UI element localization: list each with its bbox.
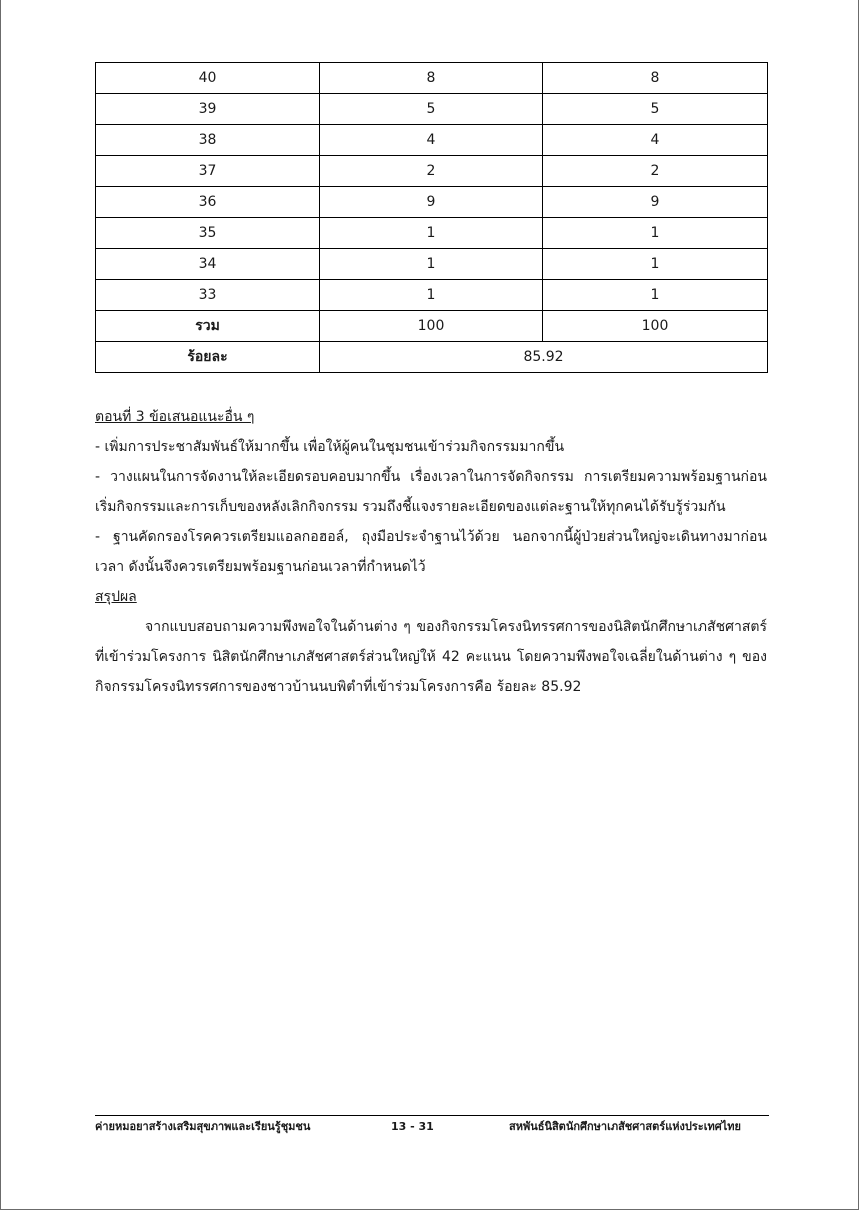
- table-cell-count: 1: [543, 280, 768, 311]
- total-value: 100: [543, 311, 768, 342]
- table-cell-count: 4: [320, 125, 543, 156]
- score-table-body: [96, 63, 768, 373]
- summary-heading: สรุปผล: [95, 589, 137, 605]
- table-cell-count: 5: [543, 94, 768, 125]
- table-cell-score: 34: [96, 249, 320, 280]
- table-row: [96, 156, 768, 187]
- percent-label: ร้อยละ: [96, 342, 320, 373]
- table-percent-row: [96, 342, 768, 373]
- table-cell-score: 40: [96, 63, 320, 94]
- table-cell-count: 2: [543, 156, 768, 187]
- table-cell-count: 1: [320, 249, 543, 280]
- table-cell-count: 1: [320, 218, 543, 249]
- total-value: 100: [320, 311, 543, 342]
- table-row: [96, 218, 768, 249]
- footer-divider: [95, 1115, 769, 1116]
- table-row: [96, 280, 768, 311]
- table-cell-score: 36: [96, 187, 320, 218]
- table-cell-score: 35: [96, 218, 320, 249]
- suggestion-item: - เพิ่มการประชาสัมพันธ์ให้มากขึ้น เพื่อให้ผู้คนในชุมชนเข้าร่วมกิจกรรมมากขึ้น: [95, 439, 565, 455]
- table-row: [96, 187, 768, 218]
- table-cell-count: 1: [320, 280, 543, 311]
- table-row: [96, 94, 768, 125]
- total-label: รวม: [96, 311, 320, 342]
- suggestion-item: - วางแผนในการจัดงานให้ละเอียดรอบคอบมากขึ้น เรื่องเวลาในการจัดกิจกรรม การเตรียมความพร้อมฐานก่อนเริ่มกิจกรรมและการเก็บของหลังเลิกกิจกรรม รวมถึงชี้แจงรายละเอียดของแต่ละฐานให้ทุกคนได้รับรู้ร่วมกัน: [95, 469, 767, 515]
- table-cell-score: 33: [96, 280, 320, 311]
- footer-right-text: สหพันธ์นิสิตนักศึกษาเภสัชศาสตร์แห่งประเทศไทย: [509, 1120, 741, 1133]
- table-row: [96, 249, 768, 280]
- table-total-row: [96, 311, 768, 342]
- table-cell-count: 2: [320, 156, 543, 187]
- table-cell-count: 4: [543, 125, 768, 156]
- score-table: [95, 62, 768, 373]
- table-cell-count: 1: [543, 218, 768, 249]
- footer-left-text: ค่ายหมอยาสร้างเสริมสุขภาพและเรียนรู้ชุมชน: [95, 1120, 311, 1133]
- table-cell-count: 9: [543, 187, 768, 218]
- table-cell-count: 9: [320, 187, 543, 218]
- suggestion-item: - ฐานคัดกรองโรคควรเตรียมแอลกอฮอล์, ถุงมือประจำฐานไว้ด้วย นอกจากนี้ผู้ป่วยส่วนใหญ่จะเดินทางมาก่อนเวลา ดังนั้นจึงควรเตรียมพร้อมฐานก่อนเวลาที่กำหนดไว้: [95, 529, 767, 575]
- table-row: [96, 63, 768, 94]
- summary-paragraph: จากแบบสอบถามความพึงพอใจในด้านต่าง ๆ ของกิจกรรมโครงนิทรรศการของนิสิตนักศึกษาเภสัชศาสตร์ที่เข้าร่วมโครงการ นิสิตนักศึกษาเภสัชศาสตร์ส่วนใหญ่ให้ 42 คะแนน โดยความพึงพอใจเฉลี่ยในด้านต่าง ๆ ของกิจกรรมโครงนิทรรศการของชาวบ้านนบพิตำที่เข้าร่วมโครงการคือ ร้อยละ 85.92: [95, 619, 767, 695]
- section3-heading: ตอนที่ 3 ข้อเสนอแนะอื่น ๆ: [95, 409, 255, 425]
- table-cell-score: 39: [96, 94, 320, 125]
- page-number: 13 - 31: [391, 1120, 434, 1133]
- percent-value: 85.92: [320, 342, 768, 373]
- table-row: [96, 125, 768, 156]
- table-cell-count: 8: [320, 63, 543, 94]
- table-cell-count: 8: [543, 63, 768, 94]
- table-cell-score: 37: [96, 156, 320, 187]
- table-cell-count: 1: [543, 249, 768, 280]
- table-cell-count: 5: [320, 94, 543, 125]
- table-cell-score: 38: [96, 125, 320, 156]
- document-body: [95, 402, 767, 702]
